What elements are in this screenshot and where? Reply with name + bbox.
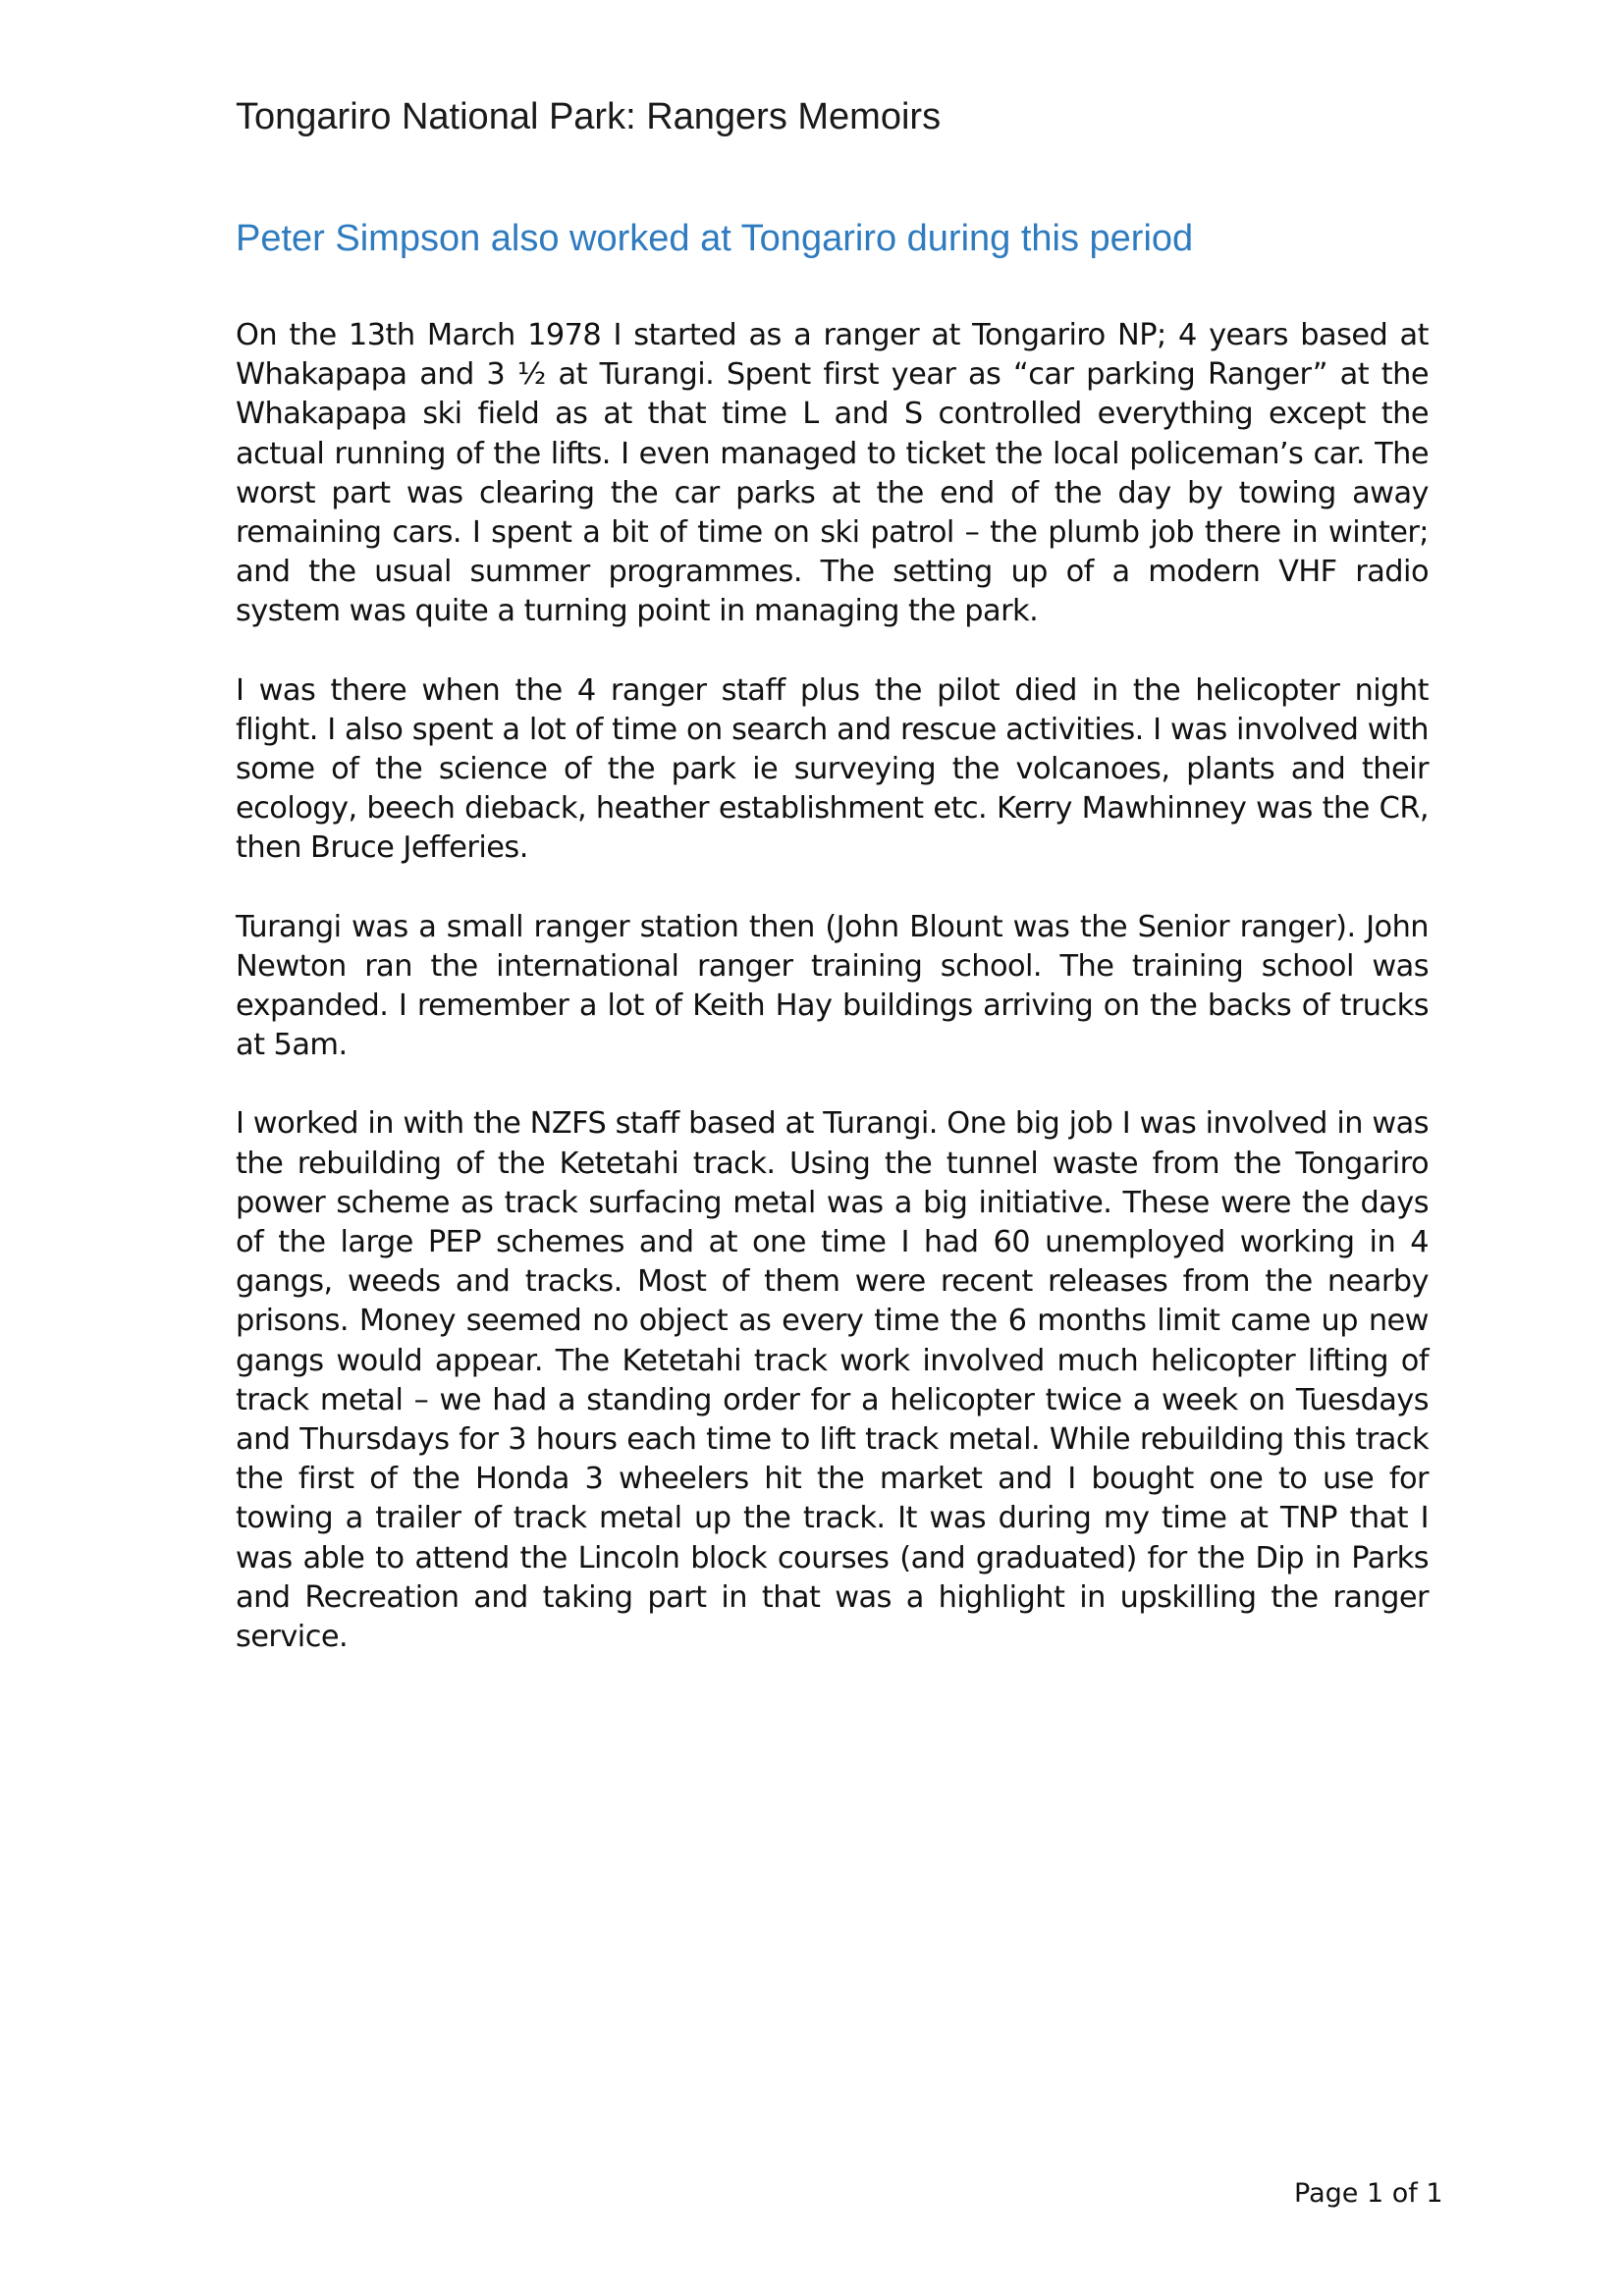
body-paragraph-1: On the 13th March 1978 I started as a ranger at Tongariro NP; 4 years based at Whakapapa and 3 ½ at Turangi. Spent first year as “car parking Ranger” at the Whakapapa ski field as at that time L and S controlled everything except the actual running of the lifts. I even managed to ticket the local policeman’s car. The worst part was clearing the car parks at the end of the day by towing away remaining cars. I spent a bit of time on ski patrol – the plumb job there in winter; and the usual summer programmes. The setting up of a modern VHF radio system was quite a turning point in managing the park. — [236, 318, 1429, 629]
document-body — [236, 316, 1429, 1696]
page-number: Page 1 of 1 — [1294, 2178, 1443, 2209]
body-paragraph-3: Turangi was a small ranger station then (John Blount was the Senior ranger). John Newton ran the international ranger training school. The training school was expanded. I remember a lot of Keith Hay buildings arriving on the backs of trucks at 5am. — [236, 909, 1429, 1063]
body-paragraph-4: I worked in with the NZFS staff based at Turangi. One big job I was involved in was the rebuilding of the Ketetahi track. Using the tunnel waste from the Tongariro power scheme as track surfacing metal was a big initiative. These were the days of the large PEP schemes and at one time I had 60 unemployed working in 4 gangs, weeds and tracks. Most of them were recent releases from the nearby prisons. Money seemed no object as every time the 6 months limit came up new gangs would appear. The Ketetahi track work involved much helicopter lifting of track metal – we had a standing order for a helicopter twice a week on Tuesdays and Thursdays for 3 hours each time to lift track metal. While rebuilding this track the first of the Honda 3 wheelers hit the market and I bought one to use for towing a trailer of track metal up the track. It was during my time at TNP that I was able to attend the Lincoln block courses (and graduated) for the Dip in Parks and Recreation and taking part in that was a highlight in upskilling the ranger service. — [236, 1106, 1429, 1655]
section-title: Peter Simpson also worked at Tongariro during this period — [236, 218, 1194, 259]
body-paragraph-2: I was there when the 4 ranger staff plus the pilot died in the helicopter night flight. I also spent a lot of time on search and rescue activities. I was involved with some of the science of the park ie surveying the volcanoes, plants and their ecology, beech dieback, heather establishment etc. Kerry Mawhinney was the CR, then Bruce Jefferies. — [236, 672, 1429, 866]
document-header-title: Tongariro National Park: Rangers Memoirs — [236, 96, 942, 137]
